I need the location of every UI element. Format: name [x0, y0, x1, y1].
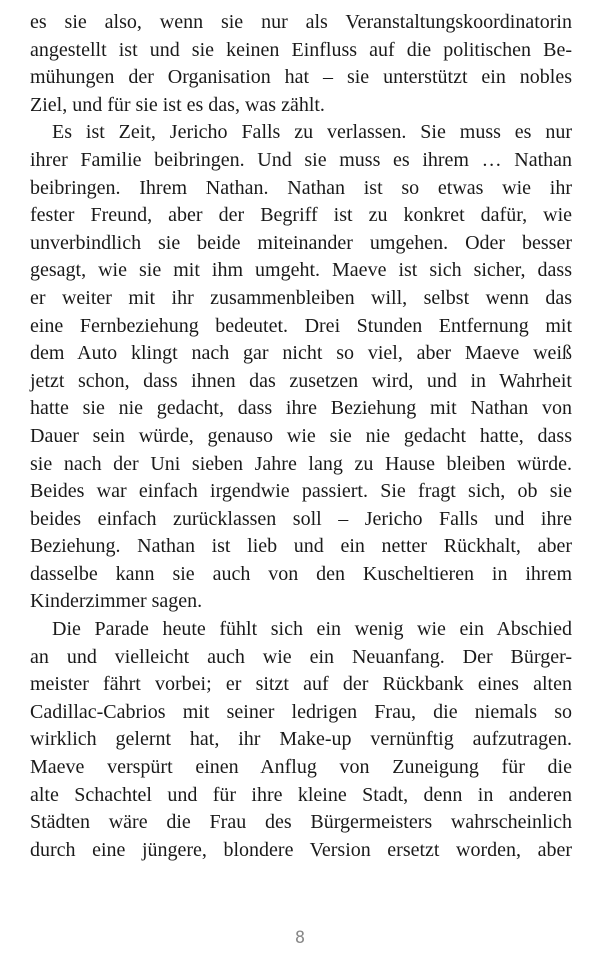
text-line: sie nach der Uni sieben Jahre lang zu Hause bleiben würde.	[30, 452, 572, 475]
text-line: Beides war einfach irgendwie passiert. Sie fragt sich, ob sie	[30, 480, 572, 503]
text-line: beides einfach zurücklassen soll – Jericho Falls und ihre	[30, 507, 572, 530]
text-line: dasselbe kann sie auch von den Kuscheltieren in ihrem	[30, 562, 572, 585]
text-line: alte Schachtel und für ihre kleine Stadt, denn in anderen	[30, 783, 572, 806]
text-line: jetzt schon, dass ihnen das zusetzen wird, und in Wahrheit	[30, 369, 572, 392]
text-line: meister fährt vorbei; er sitzt auf der Rückbank eines alten	[30, 673, 572, 696]
text-line: Cadillac-Cabrios mit seiner ledrigen Frau, die niemals so	[30, 700, 572, 723]
text-line: Es ist Zeit, Jericho Falls zu verlassen. Sie muss es nur	[52, 121, 572, 144]
text-line: wirklich gelernt hat, ihr Make-up vernünftig aufzutragen.	[30, 728, 572, 751]
text-line: beibringen. Ihrem Nathan. Nathan ist so etwas wie ihr	[30, 176, 572, 199]
text-line: Maeve verspürt einen Anflug von Zuneigung für die	[30, 756, 572, 779]
page-number: 8	[294, 928, 306, 948]
text-line: gesagt, wie sie mit ihm umgeht. Maeve ist sich sicher, dass	[30, 259, 572, 282]
text-line: ihrer Familie beibringen. Und sie muss es ihrem … Nathan	[30, 148, 572, 171]
text-line: durch eine jüngere, blondere Version ersetzt worden, aber	[30, 838, 572, 861]
text-line: Städten wäre die Frau des Bürgermeisters wahrscheinlich	[30, 811, 572, 834]
text-line: er weiter mit ihr zusammenbleiben will, selbst wenn das	[30, 286, 572, 309]
text-line: angestellt ist und sie keinen Einfluss auf die politischen Be-	[30, 38, 572, 61]
text-line: an und vielleicht auch wie ein Neuanfang. Der Bürger-	[30, 645, 572, 668]
text-line: Beziehung. Nathan ist lieb und ein netter Rückhalt, aber	[30, 535, 572, 558]
text-line: eine Fernbeziehung bedeutet. Drei Stunden Entfernung mit	[30, 314, 572, 337]
text-line: Ziel, und für sie ist es das, was zählt.	[30, 93, 325, 116]
text-line: unverbindlich sie beide miteinander umgehen. Oder besser	[30, 231, 572, 254]
text-line: fester Freund, aber der Begriff ist zu konkret dafür, wie	[30, 204, 572, 227]
text-line: hatte sie nie gedacht, dass ihre Beziehung mit Nathan von	[30, 397, 572, 420]
text-line: dem Auto klingt nach gar nicht so viel, aber Maeve weiß	[30, 342, 572, 365]
text-line: es sie also, wenn sie nur als Veranstaltungskoordinatorin	[30, 11, 572, 33]
text-line: mühungen der Organisation hat – sie unterstützt ein nobles	[30, 66, 572, 89]
text-line: Dauer sein würde, genauso wie sie nie gedacht hatte, dass	[30, 424, 572, 447]
text-line: Die Parade heute fühlt sich ein wenig wie ein Abschied	[52, 618, 572, 641]
body-text	[30, 9, 572, 864]
text-line: Kinderzimmer sagen.	[30, 590, 203, 613]
